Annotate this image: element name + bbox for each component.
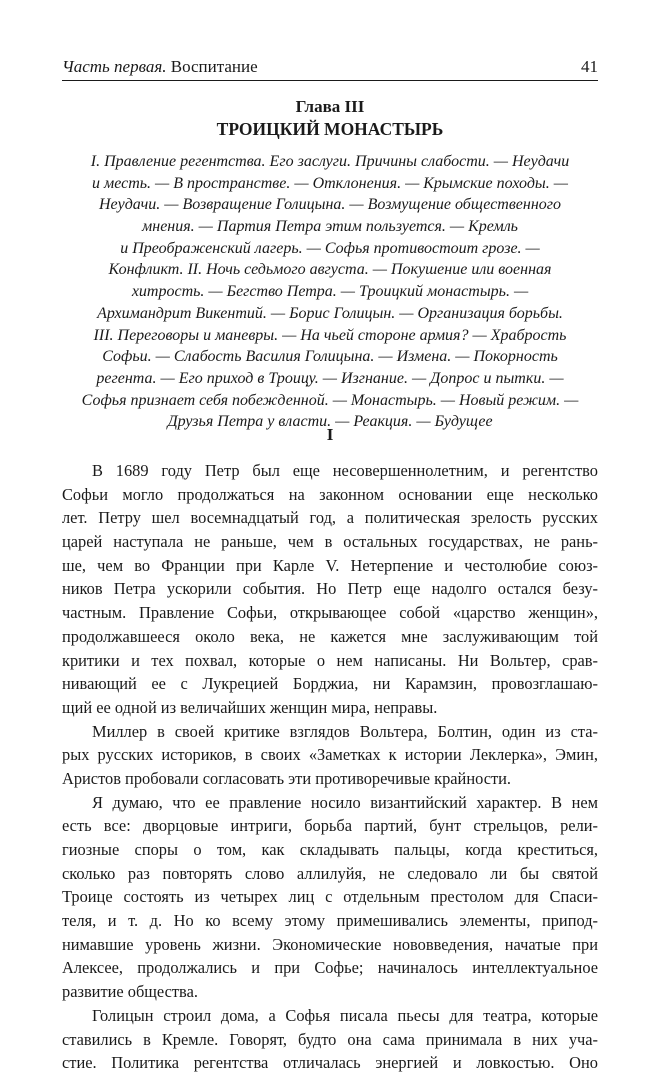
body-line: стие. Политика регентства отличалась энергией и ловкостью. Оно (62, 1053, 598, 1073)
body-line: Аристов пробовали согласовать эти противоречивые крайности. (62, 768, 511, 788)
synopsis-line: Друзья Петра у власти. — Реакция. — Будущее (167, 413, 493, 431)
synopsis-line: Архимандрит Викентий. — Борис Голицын. — Организация борьбы. (97, 304, 563, 322)
synopsis-line: Софьи. — Слабость Василия Голицына. — Измена. — Покорность (102, 348, 558, 366)
body-line: теля, и т. д. Но ко всему этому примешивались элементы, припод- (62, 911, 598, 931)
synopsis-line: мнения. — Партия Петра этим пользуется. — Кремль (142, 218, 518, 236)
body-line: Софьи могло продолжаться на законном основании еще несколько (62, 484, 598, 504)
chapter-label: Глава III (295, 97, 365, 116)
body-line: развитие общества. (62, 982, 198, 1002)
body-line: критики и тех похвал, которые о нем написаны. Ни Вольтер, срав- (62, 650, 598, 670)
body-line: В 1689 году Петр был еще несовершеннолетним, и регентство (92, 461, 598, 480)
body-line: Я думаю, что ее правление носило византийский характер. В нем (92, 792, 598, 812)
body-line: гиозные споры о том, как складывать пальцы, когда креститься, (62, 840, 598, 859)
body-line: щий ее одной из величайших женщин мира, неправы. (62, 697, 438, 717)
chapter-synopsis (62, 151, 598, 433)
synopsis-line: хитрость. — Бегство Петра. — Троицкий монастырь. — (131, 283, 529, 301)
chapter-title: ТРОИЦКИЙ МОНАСТЫРЬ (216, 119, 444, 139)
header-rule (62, 80, 598, 81)
body-line: продолжавшееся около века, не кажется мне заслуживающим той (62, 626, 598, 646)
body-line: рых русских историков, в своих «Заметках к истории Леклерка», Эмин, (62, 745, 598, 765)
body-line: ставились в Кремле. Говорят, будто она сама принимала в них уча- (62, 1029, 598, 1049)
body-line: Миллер в своей критике взглядов Вольтера, Болтин, один из ста- (92, 721, 598, 741)
synopsis-line: Софья признает себя побежденной. — Монастырь. — Новый режим. — (81, 391, 579, 409)
body-line: Голицын строил дома, а Софья писала пьесы для театра, которые (92, 1005, 598, 1025)
running-head-title: Воспитание (170, 57, 258, 76)
body-line: нимавшие уровень жизни. Экономические нововведения, начатые при (62, 934, 598, 954)
body-line: Троице состоять из четырех лиц с отдельным престолом для Спаси- (62, 887, 598, 907)
synopsis-line: регента. — Его приход в Троицу. — Изгнание. — Допрос и пытки. — (96, 369, 564, 387)
body-line: нивающий ее с Лукрецией Борджиа, ни Карамзин, провозглашаю- (62, 674, 598, 694)
body-line: сколько раз повторять слово аллилуйя, не следовало ли бы святой (62, 863, 598, 883)
body-line: есть все: дворцовые интриги, борьба партий, бунт стрельцов, рели- (62, 816, 598, 836)
synopsis-line: и Преображенский лагерь. — Софья противостоит грозе. — (120, 239, 540, 257)
body-line: частным. Правление Софьи, открывающее собой «царство женщин», (62, 603, 598, 623)
body-line: лет. Петру шел восемнадцатый год, а политическая зрелость русских (62, 508, 598, 528)
synopsis-line: Неудачи. — Возвращение Голицына. — Возмущение общественного (98, 196, 562, 214)
body-line: ше, чем во Франции при Карле V. Нетерпение и честолюбие союз- (62, 555, 598, 575)
synopsis-line: III. Переговоры и маневры. — На чьей стороне армия? — Храбрость (93, 326, 567, 344)
body-line: ников Петра ускорили события. Но Петр еще надолго остался безу- (62, 579, 598, 599)
running-head-part: Часть первая. (62, 57, 167, 76)
synopsis-line: и месть. — В пространстве. — Отклонения. — Крымские походы. — (92, 174, 568, 192)
body-line: Алексее, продолжались и при Софье; начиналось интеллектуальное (62, 958, 598, 978)
body-line: царей наступала не раньше, чем в остальных государствах, не рань- (62, 532, 598, 552)
body-text (62, 459, 598, 1075)
page-number: 41 (581, 57, 598, 76)
running-head (62, 56, 598, 78)
synopsis-line: I. Правление регентства. Его заслуги. Причины слабости. — Неудачи (90, 153, 570, 170)
synopsis-line: Конфликт. II. Ночь седьмого августа. — Покушение или военная (108, 261, 552, 279)
section-numeral: I (326, 425, 334, 444)
